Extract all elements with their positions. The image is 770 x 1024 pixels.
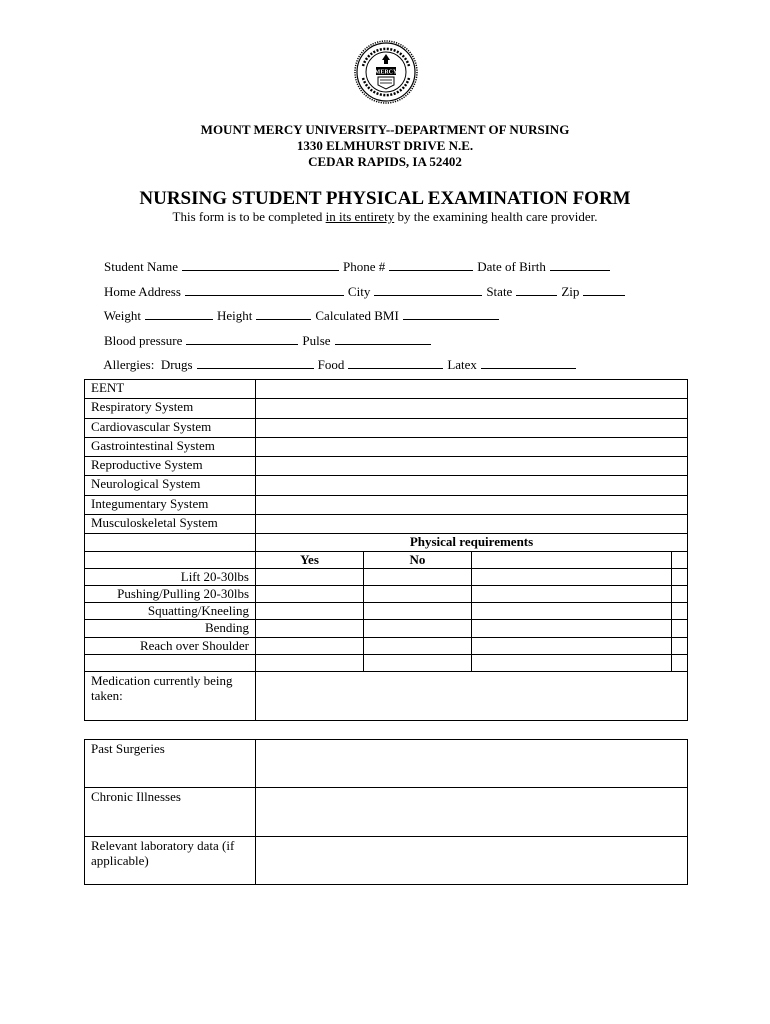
state-label: State [486,283,513,299]
notes-cell[interactable] [472,585,672,602]
table-row [85,637,688,654]
system-label: Gastrointestinal System [85,437,256,456]
no-column-header: No [364,551,472,568]
subtitle-post: by the examining health care provider. [394,209,598,224]
system-findings-cell[interactable] [256,457,688,476]
student-info-fields [91,240,629,373]
no-cell[interactable] [364,620,472,637]
pulse-label: Pulse [302,332,331,348]
zip-blank[interactable] [583,284,625,296]
yes-cell[interactable] [256,603,364,620]
table-row [85,437,688,456]
no-cell[interactable] [364,603,472,620]
state-blank[interactable] [516,284,557,296]
yes-cell[interactable] [256,620,364,637]
city-label: City [347,283,371,299]
table-row [85,585,688,602]
weight-label: Weight [103,308,141,324]
height-label: Height [217,308,253,324]
yes-cell[interactable] [256,654,364,671]
allergies-drugs-blank[interactable] [197,357,314,369]
form-title: NURSING STUDENT PHYSICAL EXAMINATION FORM [139,188,631,209]
system-label: Integumentary System [85,495,256,514]
system-label: Cardiovascular System [85,418,256,437]
medication-cell[interactable] [256,671,688,720]
notes-cell[interactable] [472,620,672,637]
table-row [85,620,688,637]
lab-data-label: Relevant laboratory data (if applicable) [85,836,256,884]
dob-label: Date of Birth [477,259,546,274]
height-blank[interactable] [256,308,311,320]
latex-blank[interactable] [481,357,576,369]
dob-blank[interactable] [550,259,610,271]
yes-cell[interactable] [256,637,364,654]
notes-cell[interactable] [472,654,672,671]
yes-cell[interactable] [256,568,364,585]
bmi-blank[interactable] [403,308,499,320]
student-name-label: Student Name [104,259,179,274]
system-label: Respiratory System [85,399,256,418]
system-findings-cell[interactable] [256,380,688,399]
header-line-1: MOUNT MERCY UNIVERSITY--DEPARTMENT OF NURSING [200,122,570,137]
no-cell[interactable] [364,568,472,585]
requirement-label: Pushing/Pulling 20-30lbs [85,585,256,602]
table-row [85,740,688,788]
chronic-illnesses-label: Chronic Illnesses [85,788,256,836]
requirement-label: Reach over Shoulder [85,637,256,654]
table-row [85,380,688,399]
requirement-label: Squatting/Kneeling [85,603,256,620]
table-row [85,836,688,884]
student-name-blank[interactable] [182,259,339,271]
table-row [85,654,688,671]
system-label: Musculoskeletal System [85,515,256,534]
past-surgeries-label: Past Surgeries [85,740,256,788]
subtitle-emphasis: in its entirety [325,209,395,224]
table-row [85,603,688,620]
food-blank[interactable] [348,357,443,369]
phone-blank[interactable] [389,259,473,271]
no-cell[interactable] [364,637,472,654]
system-findings-cell[interactable] [256,418,688,437]
table-row [85,495,688,514]
system-findings-cell[interactable] [256,437,688,456]
zip-label: Zip [561,283,580,299]
blood-pressure-blank[interactable] [186,333,298,345]
physical-requirements-heading: Physical requirements [256,534,688,551]
phone-label: Phone # [343,259,386,274]
requirement-label: Bending [85,620,256,637]
pulse-blank[interactable] [335,333,431,345]
table-row [85,476,688,495]
table-row [85,418,688,437]
weight-blank[interactable] [145,308,213,320]
table-row [85,568,688,585]
home-address-blank[interactable] [185,284,344,296]
form-subtitle [0,209,770,225]
chronic-illnesses-cell[interactable] [256,788,688,836]
blood-pressure-label: Blood pressure [104,332,183,348]
allergies-drugs-label: Allergies: Drugs [103,357,193,373]
system-findings-cell[interactable] [256,476,688,495]
yes-no-header-row [85,551,688,568]
notes-cell[interactable] [472,603,672,620]
seal-center-text: MERCY [374,69,398,76]
bmi-label: Calculated BMI [315,308,399,324]
system-findings-cell[interactable] [256,515,688,534]
table-row [85,457,688,476]
physical-header-row [85,534,688,551]
food-label: Food [317,357,345,373]
system-label: EENT [85,380,256,399]
system-label: Reproductive System [85,457,256,476]
medication-row [85,671,688,720]
subtitle-pre: This form is to be completed [172,209,326,224]
university-seal-logo [354,40,418,104]
table-row [85,515,688,534]
city-blank[interactable] [374,284,482,296]
table-row [85,399,688,418]
requirement-label: Lift 20-30lbs [85,568,256,585]
history-table [84,739,688,885]
system-findings-cell[interactable] [256,399,688,418]
system-label: Neurological System [85,476,256,495]
notes-cell[interactable] [472,568,672,585]
past-surgeries-cell[interactable] [256,740,688,788]
table-row [85,788,688,836]
yes-cell[interactable] [256,585,364,602]
home-address-label: Home Address [104,283,181,299]
lab-data-cell[interactable] [256,836,688,884]
no-cell[interactable] [364,585,472,602]
system-findings-cell[interactable] [256,495,688,514]
no-cell[interactable] [364,654,472,671]
header-line-3: CEDAR RAPIDS, IA 52402 [308,154,462,169]
yes-column-header: Yes [256,551,364,568]
latex-label: Latex [447,357,477,373]
medication-label: Medication currently being taken: [85,671,256,720]
exam-systems-table [84,379,688,721]
notes-cell[interactable] [472,637,672,654]
institution-header [0,122,770,170]
header-line-2: 1330 ELMHURST DRIVE N.E. [296,138,474,153]
field-row-name [91,240,629,274]
